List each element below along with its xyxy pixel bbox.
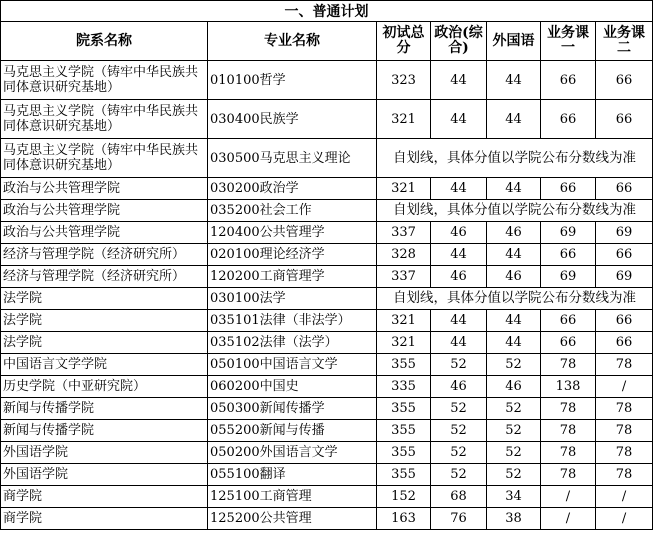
table-row [1, 398, 653, 420]
table-row [1, 100, 653, 139]
cell-course1: 66 [541, 310, 596, 332]
header-major: 专业名称 [208, 22, 377, 61]
cell-dept: 政治与公共管理学院 [1, 222, 208, 244]
table-body [1, 61, 653, 530]
cell-total: 355 [377, 354, 431, 376]
cell-major: 050100中国语言文学 [208, 354, 377, 376]
cell-course2: 66 [596, 244, 653, 266]
cell-foreign: 44 [487, 332, 541, 354]
cell-total: 321 [377, 100, 431, 139]
table-row [1, 139, 653, 178]
cell-politics: 44 [431, 178, 487, 200]
cell-foreign: 46 [487, 266, 541, 288]
header-row [1, 22, 653, 61]
cell-politics: 46 [431, 376, 487, 398]
cell-course1: 66 [541, 244, 596, 266]
cell-course2: 78 [596, 464, 653, 486]
cell-course2: 78 [596, 398, 653, 420]
cell-course2: 66 [596, 178, 653, 200]
cell-major: 020100理论经济学 [208, 244, 377, 266]
cell-course2: 66 [596, 310, 653, 332]
cell-major: 125200公共管理 [208, 508, 377, 530]
cell-foreign: 52 [487, 464, 541, 486]
cell-dept: 法学院 [1, 310, 208, 332]
cell-foreign: 44 [487, 100, 541, 139]
cell-foreign: 46 [487, 376, 541, 398]
cell-politics: 52 [431, 354, 487, 376]
cell-foreign: 44 [487, 178, 541, 200]
cell-total: 321 [377, 178, 431, 200]
cell-course1: 66 [541, 100, 596, 139]
table-row [1, 376, 653, 398]
cell-course1: 66 [541, 178, 596, 200]
cell-course1: 78 [541, 442, 596, 464]
cell-major: 055200新闻与传播 [208, 420, 377, 442]
header-total: 初试总分 [377, 22, 431, 61]
cell-foreign: 52 [487, 354, 541, 376]
cell-total: 337 [377, 222, 431, 244]
cell-dept: 新闻与传播学院 [1, 398, 208, 420]
table-row [1, 464, 653, 486]
cell-politics: 68 [431, 486, 487, 508]
cell-dept: 马克思主义学院（铸牢中华民族共同体意识研究基地） [1, 61, 208, 100]
cell-dept: 外国语学院 [1, 464, 208, 486]
header-foreign: 外国语 [487, 22, 541, 61]
cell-note: 自划线，具体分值以学院公布分数线为准 [377, 200, 653, 222]
header-dept: 院系名称 [1, 22, 208, 61]
cell-dept: 外国语学院 [1, 442, 208, 464]
cell-total: 321 [377, 310, 431, 332]
table-row [1, 178, 653, 200]
cell-politics: 44 [431, 332, 487, 354]
cell-foreign: 44 [487, 244, 541, 266]
cell-politics: 44 [431, 310, 487, 332]
table-row [1, 508, 653, 530]
cell-foreign: 34 [487, 486, 541, 508]
cell-major: 035101法律（非法学） [208, 310, 377, 332]
cell-major: 060200中国史 [208, 376, 377, 398]
cell-dept: 法学院 [1, 288, 208, 310]
cell-dept: 马克思主义学院（铸牢中华民族共同体意识研究基地） [1, 100, 208, 139]
cell-dept: 新闻与传播学院 [1, 420, 208, 442]
cell-politics: 52 [431, 464, 487, 486]
cell-course1: 69 [541, 222, 596, 244]
cell-major: 050300新闻传播学 [208, 398, 377, 420]
cell-course1: 78 [541, 354, 596, 376]
cell-politics: 76 [431, 508, 487, 530]
cell-course1: 78 [541, 420, 596, 442]
header-course1: 业务课一 [541, 22, 596, 61]
cell-course1: 66 [541, 61, 596, 100]
cell-politics: 52 [431, 420, 487, 442]
cell-course1: 138 [541, 376, 596, 398]
cell-major: 030500马克思主义理论 [208, 139, 377, 178]
cell-note: 自划线，具体分值以学院公布分数线为准 [377, 139, 653, 178]
table-row [1, 222, 653, 244]
cell-total: 337 [377, 266, 431, 288]
cell-major: 050200外国语言文学 [208, 442, 377, 464]
table-title: 一、普通计划 [1, 1, 653, 22]
table-row [1, 288, 653, 310]
cell-major: 055100翻译 [208, 464, 377, 486]
cell-dept: 历史学院（中亚研究院） [1, 376, 208, 398]
cell-dept: 政治与公共管理学院 [1, 178, 208, 200]
cell-total: 323 [377, 61, 431, 100]
cell-course2: 69 [596, 222, 653, 244]
cell-foreign: 44 [487, 310, 541, 332]
cell-course1: 69 [541, 266, 596, 288]
table-row [1, 266, 653, 288]
table-row [1, 486, 653, 508]
cell-dept: 中国语言文学学院 [1, 354, 208, 376]
title-row [1, 1, 653, 22]
cell-major: 030200政治学 [208, 178, 377, 200]
cell-total: 335 [377, 376, 431, 398]
cell-dept: 经济与管理学院（经济研究所） [1, 244, 208, 266]
cell-foreign: 38 [487, 508, 541, 530]
cell-dept: 商学院 [1, 508, 208, 530]
cell-politics: 46 [431, 222, 487, 244]
cell-total: 355 [377, 442, 431, 464]
table-row [1, 332, 653, 354]
table-row [1, 310, 653, 332]
table-row [1, 442, 653, 464]
cell-major: 120200工商管理学 [208, 266, 377, 288]
table-row [1, 420, 653, 442]
cell-major: 010100哲学 [208, 61, 377, 100]
cell-foreign: 52 [487, 442, 541, 464]
header-course2: 业务课二 [596, 22, 653, 61]
cell-dept: 马克思主义学院（铸牢中华民族共同体意识研究基地） [1, 139, 208, 178]
cell-politics: 52 [431, 398, 487, 420]
cell-total: 328 [377, 244, 431, 266]
cell-course2: 78 [596, 354, 653, 376]
cell-dept: 法学院 [1, 332, 208, 354]
cell-major: 120400公共管理学 [208, 222, 377, 244]
cell-course1: / [541, 486, 596, 508]
cell-course1: / [541, 508, 596, 530]
cell-politics: 44 [431, 244, 487, 266]
cell-total: 355 [377, 464, 431, 486]
cell-dept: 经济与管理学院（经济研究所） [1, 266, 208, 288]
cell-dept: 商学院 [1, 486, 208, 508]
cell-course2: / [596, 508, 653, 530]
table-row [1, 354, 653, 376]
cell-total: 152 [377, 486, 431, 508]
cell-politics: 44 [431, 100, 487, 139]
cell-course2: 66 [596, 61, 653, 100]
header-politics: 政治(综合) [431, 22, 487, 61]
cell-foreign: 52 [487, 398, 541, 420]
cell-total: 321 [377, 332, 431, 354]
cell-foreign: 46 [487, 222, 541, 244]
cell-course1: 66 [541, 332, 596, 354]
cell-course1: 78 [541, 464, 596, 486]
table-row [1, 200, 653, 222]
cell-course2: 66 [596, 332, 653, 354]
cell-major: 125100工商管理 [208, 486, 377, 508]
table-row [1, 244, 653, 266]
cell-course2: / [596, 486, 653, 508]
cell-foreign: 52 [487, 420, 541, 442]
cell-course2: 69 [596, 266, 653, 288]
cell-course2: 78 [596, 442, 653, 464]
cell-major: 035200社会工作 [208, 200, 377, 222]
cell-course2: 66 [596, 100, 653, 139]
cell-major: 030400民族学 [208, 100, 377, 139]
cell-dept: 政治与公共管理学院 [1, 200, 208, 222]
cell-course2: / [596, 376, 653, 398]
cell-total: 355 [377, 398, 431, 420]
cell-politics: 52 [431, 442, 487, 464]
cell-politics: 44 [431, 61, 487, 100]
cell-foreign: 44 [487, 61, 541, 100]
cell-course2: 78 [596, 420, 653, 442]
cell-major: 035102法律（法学） [208, 332, 377, 354]
table-row [1, 61, 653, 100]
cell-total: 163 [377, 508, 431, 530]
cell-total: 355 [377, 420, 431, 442]
cell-note: 自划线，具体分值以学院公布分数线为准 [377, 288, 653, 310]
cell-politics: 46 [431, 266, 487, 288]
cell-major: 030100法学 [208, 288, 377, 310]
cell-course1: 78 [541, 398, 596, 420]
